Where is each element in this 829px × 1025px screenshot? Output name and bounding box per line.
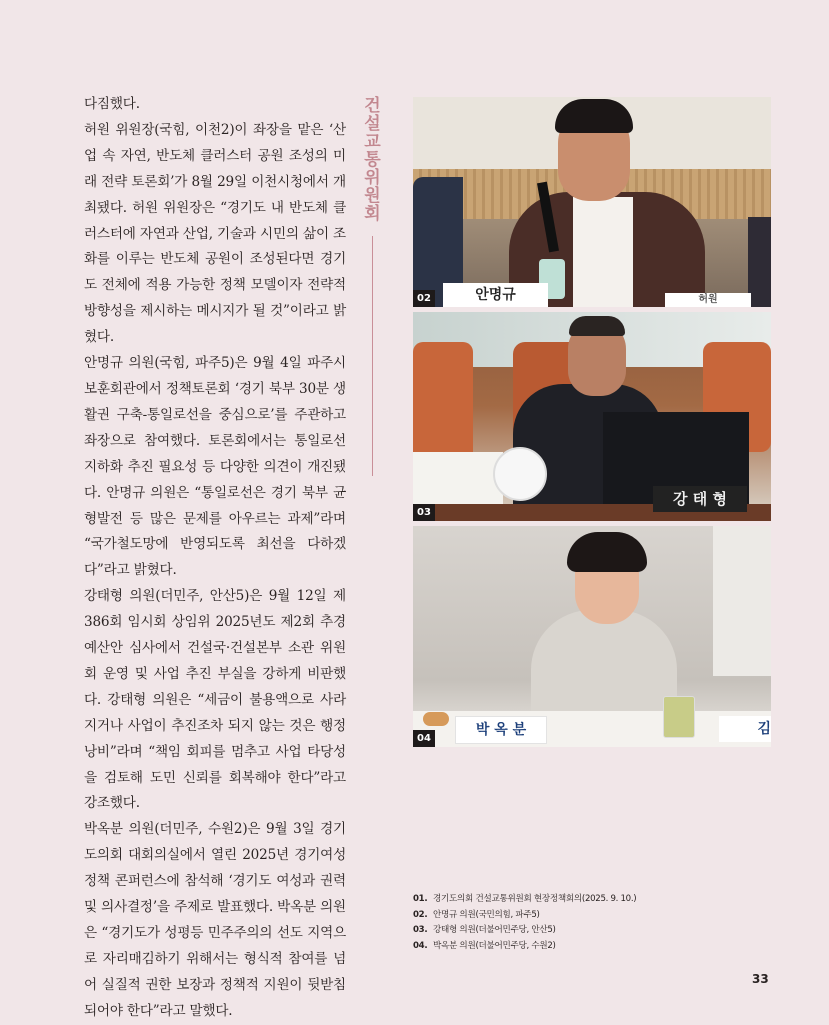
photo-speaker-shirt [573,197,633,307]
page-number: 33 [752,972,769,986]
photo-documents [413,452,503,507]
photo-snacks [423,712,449,726]
caption-item [413,923,773,939]
article-paragraph: 안명규 의원(국힘, 파주5)은 9월 4일 파주시 보훈회관에서 정책토론회 ‘경기 북부 30분 생활권 구축-통일로선을 중심으로’를 주관하고 좌장으로 참여했다. 토론회에서는 통일로선 지하화 추진 필요성 등 다양한 의견이 개진됐다. 안명규 의원은 “통일로선은 경기 북부 균형발전 등 많은 문제를 아우르는 과제”라며 “국가철도망에 반영되도록 최선을 다하겠다”라고 밝혔다. [84,355,346,579]
photo-chair-left [413,342,473,462]
photo-speaker-hair [567,532,647,572]
photo-speaker-hair [569,316,625,336]
nameplate-right: 허원 [665,293,751,307]
section-title: 건설교통위원회 [360,96,380,222]
caption-number: 02. [413,909,428,920]
caption-item [413,908,773,924]
photo-number: 03 [413,504,435,521]
article-paragraph: 강태형 의원(더민주, 안산5)은 9월 12일 제386회 임시회 상임위 2025년도 제2회 추경예산안 심사에서 건설국·건설본부 소관 위원회 운영 및 사업 추진 부실을 강하게 비판했다. 강태형 의원은 “세금이 불용액으로 사라지거나 사업이 추진조차 되지 않는 것은 행정낭비”라며 “책임 회피를 멈추고 사업 타당성을 검토해 도민 신뢰를 회복해야 한다”라고 강조했다. [84,588,346,812]
nameplate: 강 태 형 [653,486,747,512]
caption-item [413,939,773,955]
article-paragraph: 박옥분 의원(더민주, 수원2)은 9월 3일 경기도의회 대회의실에서 열린 2025년 경기여성정책 콘퍼런스에 참석해 ‘경기도 여성과 권력 및 의사결정’을 주제로 발표했다. 박옥분 의원은 “경기도가 성평등 민주주의의 선도 지역으로 자리매김하기 위해서는 형식적 참여를 넘어 실질적 권한 보장과 정책적 지원이 뒷받침되어야 한다”라고 말했다. [84,821,346,1019]
article-paragraph: 다짐했다. [84,96,140,112]
photo-03 [413,312,771,521]
article-body [84,92,346,1025]
caption-text: 안명규 의원(국민의힘, 파주5) [433,909,540,920]
fan-icon [493,447,547,501]
photo-drink-cup [663,696,695,738]
article-paragraph: 허원 위원장(국힘, 이천2)이 좌장을 맡은 ‘산업 속 자연, 반도체 클러스터 공원 조성의 미래 전략 토론회’가 8월 29일 이천시청에서 개최됐다. 허원 위원장은 “경기도 내 반도체 클러스터에 자연과 산업, 기술과 시민의 삶이 조화를 이루는 반도체 공원이 조성된다면 경기도 전체에 적용 가능한 정책 모델이자 전략적 방향성을 제시하는 메시지가 될 것”이라고 밝혔다. [84,121,346,346]
caption-text: 강태형 의원(더불어민주당, 안산5) [433,925,556,936]
nameplate-right: 김 [719,716,771,742]
nameplate: 안명규 [443,283,548,307]
nameplate: 박 옥 분 [455,716,547,744]
caption-number: 01. [413,894,428,904]
photo-person-right [748,217,771,307]
photo-number: 04 [413,730,435,747]
caption-item [413,892,773,908]
photo-background-wall [713,526,771,676]
caption-text: 경기도의회 건설교통위원회 현장정책회의(2025. 9. 10.) [433,894,637,904]
photo-speaker-hair [555,99,633,133]
caption-number: 04. [413,940,428,951]
caption-text: 박옥분 의원(더불어민주당, 수원2) [433,940,556,951]
photo-04 [413,526,771,747]
photo-captions [413,892,773,954]
caption-number: 03. [413,925,428,936]
section-divider [372,236,373,476]
photo-number: 02 [413,290,435,307]
photo-02 [413,97,771,307]
